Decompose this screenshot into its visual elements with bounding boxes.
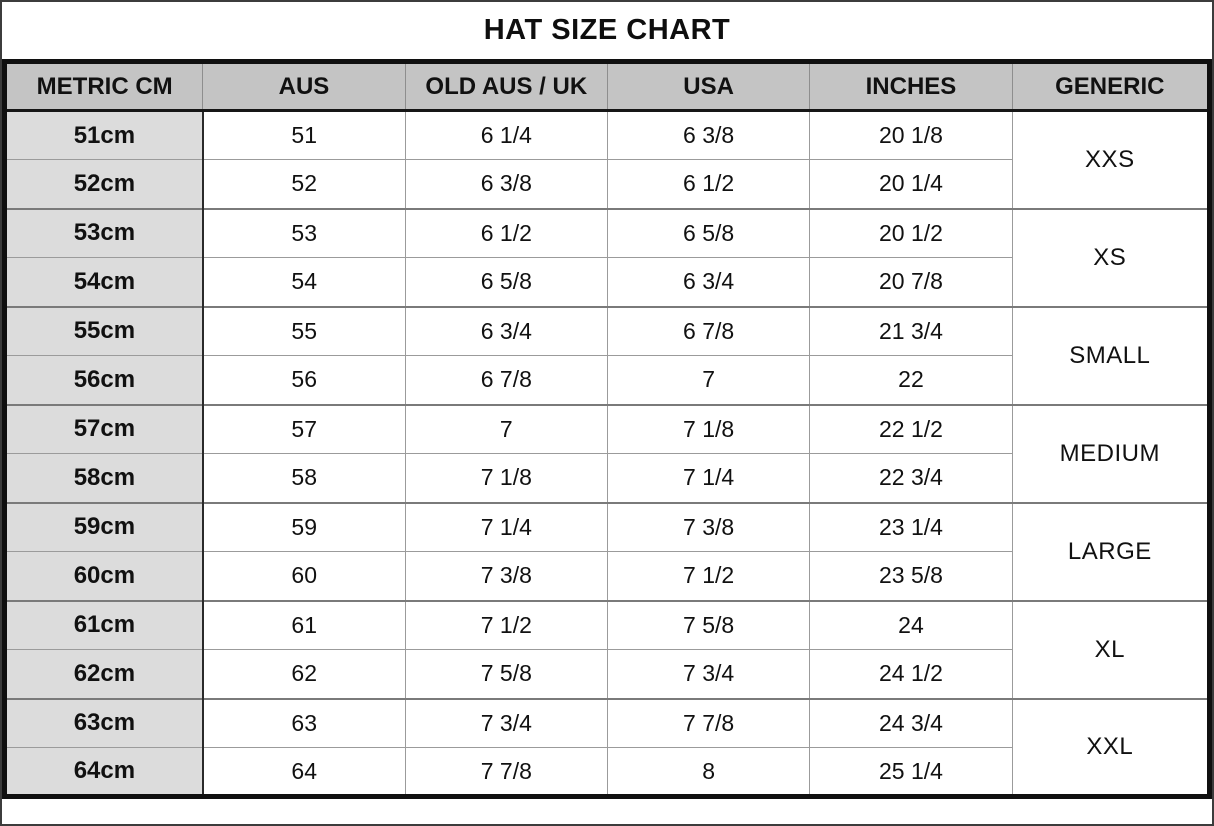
usa-cell: 7 1/4 [607, 454, 809, 503]
metric-cell: 54cm [5, 258, 203, 307]
inches-cell: 20 1/2 [810, 209, 1012, 258]
column-header-generic: GENERIC [1012, 62, 1209, 111]
usa-cell: 7 5/8 [607, 601, 809, 650]
inches-cell: 24 [810, 601, 1012, 650]
usa-cell: 6 1/2 [607, 160, 809, 209]
usa-cell: 7 3/4 [607, 650, 809, 699]
title-bar [2, 2, 1212, 59]
inches-cell: 20 1/8 [810, 111, 1012, 160]
usa-cell: 7 3/8 [607, 503, 809, 552]
metric-cell: 56cm [5, 356, 203, 405]
usa-cell: 7 1/2 [607, 552, 809, 601]
old-aus-uk-cell: 6 1/2 [405, 209, 607, 258]
column-header-inches: INCHES [810, 62, 1012, 111]
usa-cell: 8 [607, 748, 809, 797]
usa-cell: 6 5/8 [607, 209, 809, 258]
old-aus-uk-cell: 6 7/8 [405, 356, 607, 405]
usa-cell: 7 1/8 [607, 405, 809, 454]
inches-cell: 24 1/2 [810, 650, 1012, 699]
generic-size-cell: XS [1012, 209, 1209, 307]
aus-cell: 56 [203, 356, 405, 405]
page-title: HAT SIZE CHART [483, 14, 731, 46]
generic-size-cell: SMALL [1012, 307, 1209, 405]
aus-cell: 55 [203, 307, 405, 356]
metric-cell: 63cm [5, 699, 203, 748]
inches-cell: 23 5/8 [810, 552, 1012, 601]
inches-cell: 24 3/4 [810, 699, 1012, 748]
old-aus-uk-cell: 7 7/8 [405, 748, 607, 797]
old-aus-uk-cell: 7 1/4 [405, 503, 607, 552]
table-row [5, 111, 1210, 160]
inches-cell: 25 1/4 [810, 748, 1012, 797]
old-aus-uk-cell: 7 3/4 [405, 699, 607, 748]
old-aus-uk-cell: 6 5/8 [405, 258, 607, 307]
aus-cell: 53 [203, 209, 405, 258]
generic-size-cell: XL [1012, 601, 1209, 699]
old-aus-uk-cell: 7 [405, 405, 607, 454]
aus-cell: 59 [203, 503, 405, 552]
table-row [5, 405, 1210, 454]
inches-cell: 23 1/4 [810, 503, 1012, 552]
aus-cell: 62 [203, 650, 405, 699]
table-row [5, 601, 1210, 650]
old-aus-uk-cell: 7 5/8 [405, 650, 607, 699]
aus-cell: 61 [203, 601, 405, 650]
old-aus-uk-cell: 7 1/8 [405, 454, 607, 503]
usa-cell: 7 [607, 356, 809, 405]
metric-cell: 60cm [5, 552, 203, 601]
aus-cell: 54 [203, 258, 405, 307]
old-aus-uk-cell: 6 3/4 [405, 307, 607, 356]
metric-cell: 52cm [5, 160, 203, 209]
column-header-aus: AUS [203, 62, 405, 111]
generic-size-cell: XXL [1012, 699, 1209, 797]
usa-cell: 6 3/4 [607, 258, 809, 307]
inches-cell: 22 3/4 [810, 454, 1012, 503]
table-row [5, 209, 1210, 258]
old-aus-uk-cell: 7 3/8 [405, 552, 607, 601]
column-header-usa: USA [607, 62, 809, 111]
metric-cell: 51cm [5, 111, 203, 160]
metric-cell: 55cm [5, 307, 203, 356]
usa-cell: 6 7/8 [607, 307, 809, 356]
aus-cell: 52 [203, 160, 405, 209]
generic-size-cell: LARGE [1012, 503, 1209, 601]
table-row [5, 699, 1210, 748]
generic-size-cell: MEDIUM [1012, 405, 1209, 503]
aus-cell: 58 [203, 454, 405, 503]
header-row [5, 62, 1210, 111]
table-row [5, 503, 1210, 552]
table-row [5, 307, 1210, 356]
old-aus-uk-cell: 7 1/2 [405, 601, 607, 650]
inches-cell: 20 1/4 [810, 160, 1012, 209]
hat-size-table [2, 59, 1212, 799]
metric-cell: 59cm [5, 503, 203, 552]
old-aus-uk-cell: 6 3/8 [405, 160, 607, 209]
table-body [5, 111, 1210, 797]
aus-cell: 60 [203, 552, 405, 601]
usa-cell: 7 7/8 [607, 699, 809, 748]
metric-cell: 58cm [5, 454, 203, 503]
aus-cell: 51 [203, 111, 405, 160]
column-header-metric-cm: METRIC CM [5, 62, 203, 111]
usa-cell: 6 3/8 [607, 111, 809, 160]
metric-cell: 61cm [5, 601, 203, 650]
column-header-old-aus-uk: OLD AUS / UK [405, 62, 607, 111]
metric-cell: 62cm [5, 650, 203, 699]
inches-cell: 21 3/4 [810, 307, 1012, 356]
inches-cell: 22 [810, 356, 1012, 405]
metric-cell: 53cm [5, 209, 203, 258]
inches-cell: 20 7/8 [810, 258, 1012, 307]
metric-cell: 57cm [5, 405, 203, 454]
inches-cell: 22 1/2 [810, 405, 1012, 454]
metric-cell: 64cm [5, 748, 203, 797]
aus-cell: 64 [203, 748, 405, 797]
table-header [5, 62, 1210, 111]
aus-cell: 63 [203, 699, 405, 748]
generic-size-cell: XXS [1012, 111, 1209, 209]
aus-cell: 57 [203, 405, 405, 454]
old-aus-uk-cell: 6 1/4 [405, 111, 607, 160]
